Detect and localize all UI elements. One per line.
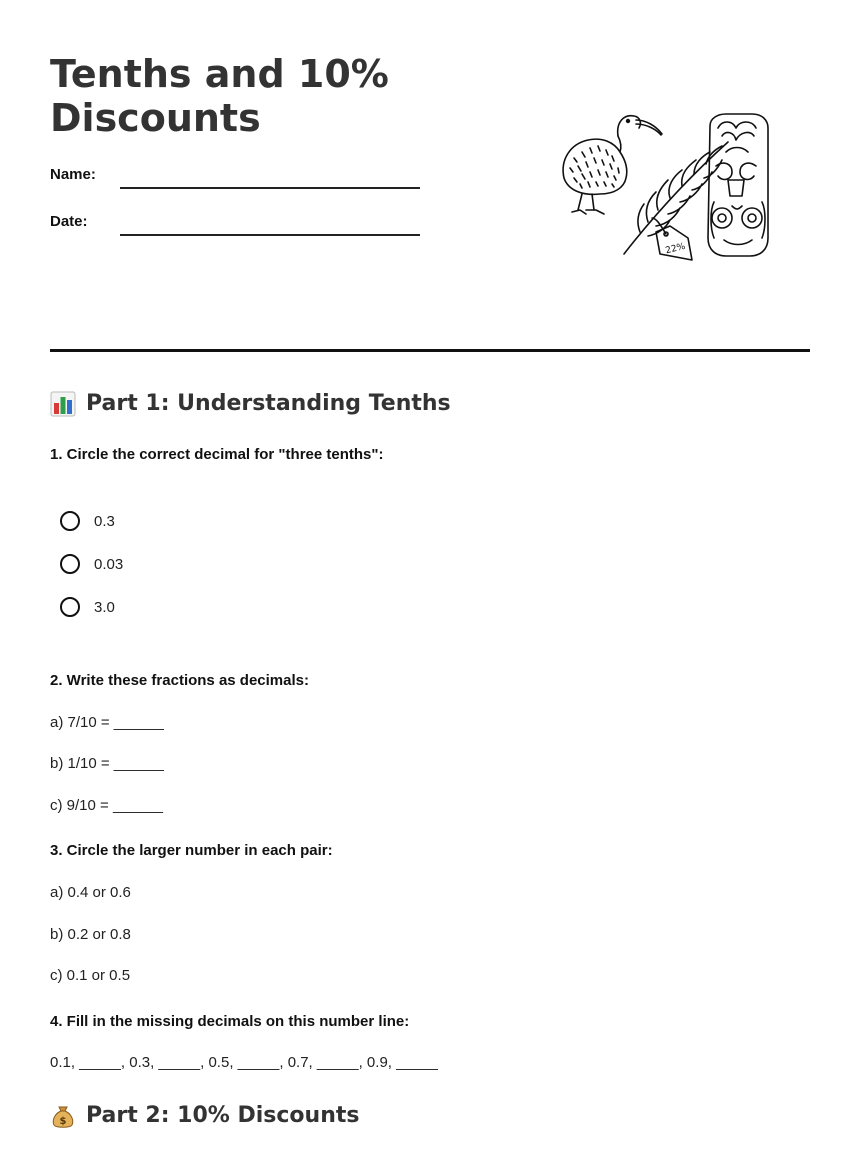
svg-text:$: $ (59, 1116, 67, 1127)
q1-option-1[interactable] (60, 554, 123, 574)
fern-frond-icon (624, 142, 728, 254)
question-2: 2. Write these fractions as decimals: (50, 672, 309, 689)
date-field[interactable] (120, 234, 420, 236)
bar-chart-icon (50, 391, 76, 417)
question-4: 4. Fill in the missing decimals on this number line: (50, 1013, 410, 1030)
option-label: 3.0 (94, 598, 115, 616)
number-line-sequence[interactable]: 0.1, _____, 0.3, _____, 0.5, _____, 0.7, _____, 0.9, _____ (50, 1054, 438, 1071)
q2-item-a[interactable]: a) 7/10 = ______ (50, 714, 164, 731)
q3-item-c[interactable]: c) 0.1 or 0.5 (50, 967, 131, 984)
price-tag-icon (652, 218, 692, 260)
page-title: Tenths and 10% Discounts (50, 52, 389, 140)
q3-item-a[interactable]: a) 0.4 or 0.6 (50, 884, 131, 901)
part1-title: Part 1: Understanding Tenths (86, 391, 451, 416)
part2-heading (50, 1102, 359, 1130)
date-label: Date: (50, 213, 88, 230)
option-label: 0.3 (94, 512, 115, 530)
header-illustration (556, 106, 776, 268)
price-tag-label: 22% (664, 241, 687, 257)
radio-circle[interactable] (60, 597, 80, 617)
option-label: 0.03 (94, 555, 124, 573)
q1-option-2[interactable] (60, 597, 115, 617)
q1-option-0[interactable] (60, 511, 115, 531)
q3-item-b[interactable]: b) 0.2 or 0.8 (50, 926, 131, 943)
part2-title: Part 2: 10% Discounts (86, 1103, 360, 1128)
part1-heading (50, 390, 451, 418)
name-label: Name: (50, 166, 96, 183)
question-3: 3. Circle the larger number in each pair: (50, 842, 333, 859)
money-bag-icon (50, 1103, 76, 1129)
maori-carving-icon (708, 114, 768, 256)
question-1: 1. Circle the correct decimal for "three tenths": (50, 446, 384, 463)
kiwi-bird-icon (563, 116, 662, 214)
section-divider (50, 349, 810, 352)
radio-circle[interactable] (60, 554, 80, 574)
q2-item-c[interactable]: c) 9/10 = ______ (50, 797, 164, 814)
q2-item-b[interactable]: b) 1/10 = ______ (50, 755, 164, 772)
name-field[interactable] (120, 187, 420, 189)
radio-circle[interactable] (60, 511, 80, 531)
